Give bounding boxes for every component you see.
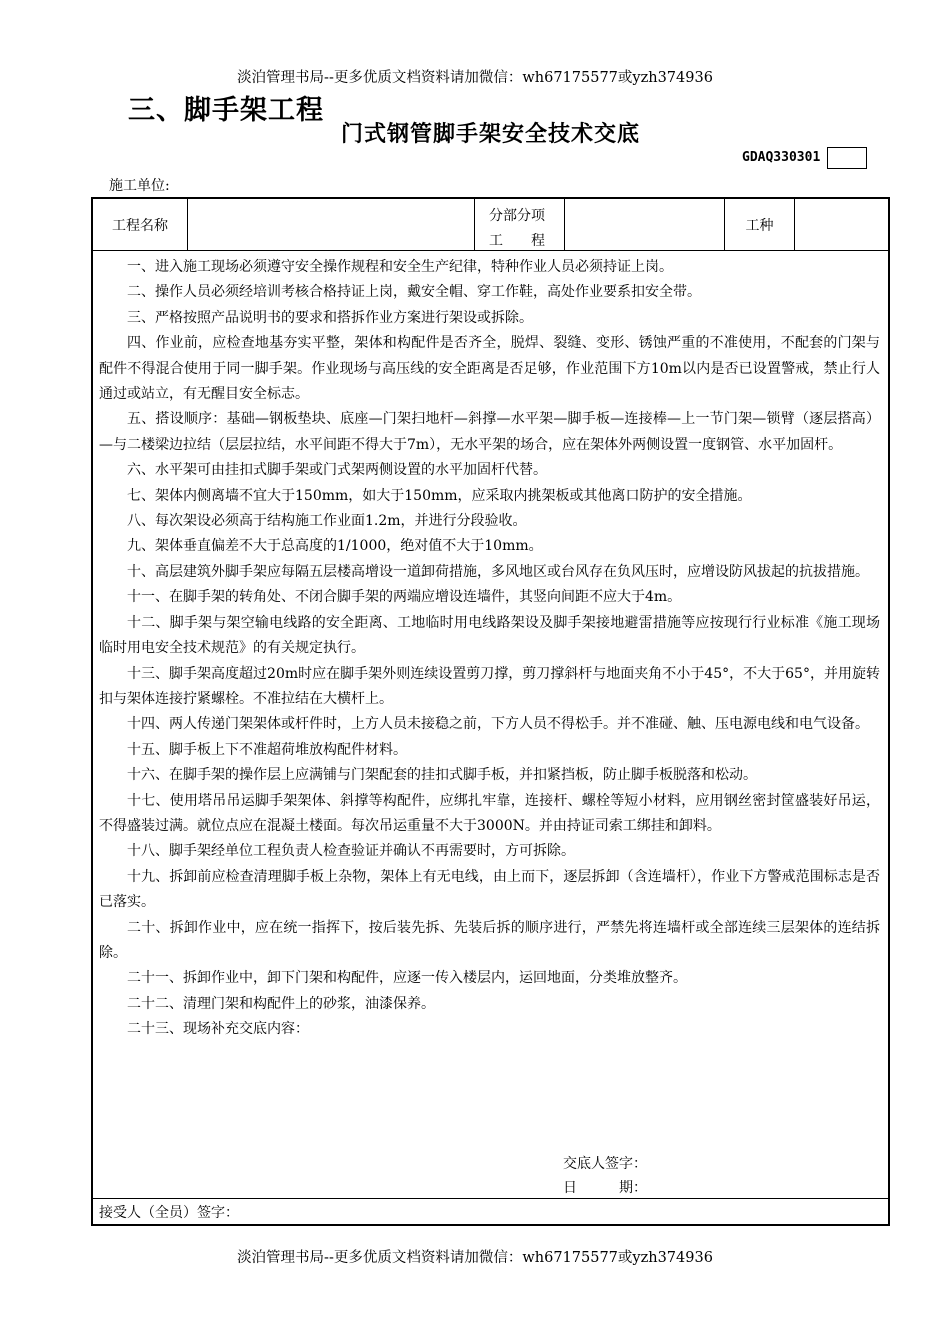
sub-project-field[interactable] xyxy=(565,199,725,250)
sub-project-label xyxy=(475,199,565,250)
clause-paragraph: 二十一、拆卸作业中，卸下门架和构配件，应逐一传入楼层内，运回地面，分类堆放整齐。 xyxy=(127,970,687,987)
clause-paragraph: 十五、脚手板上下不准超荷堆放构配件材料。 xyxy=(127,741,407,758)
clause-paragraph: 十七、使用塔吊吊运脚手架架体、斜撑等构配件，应绑扎牢靠，连接杆、螺栓等短小材料，应用钢丝密封筐盛装好吊运，不得盛装过满。就位点应在混凝土楼面。每次吊运重量不大于3000N。并由持证司索工绑挂和卸料。 xyxy=(99,792,880,834)
disclosure-form xyxy=(91,197,890,1226)
clause-paragraph: 六、水平架可由挂扣式脚手架或门式架两侧设置的水平加固杆代替。 xyxy=(127,462,547,479)
clause-paragraph: 九、架体垂直偏差不大于总高度的1/1000，绝对值不大于10mm。 xyxy=(127,538,543,555)
work-type-field[interactable] xyxy=(795,199,888,250)
clause-paragraph: 二十、拆卸作业中，应在统一指挥下，按后装先拆、先装后拆的顺序进行，严禁先将连墙杆或全部连续三层架体的连结拆除。 xyxy=(99,919,880,961)
document-title: 门式钢管脚手架安全技术交底 xyxy=(341,122,641,147)
page-footer-watermark: 淡泊管理书局--更多优质文档资料请加微信：wh67175577或yzh374936 xyxy=(237,1250,713,1266)
clause-paragraph: 七、架体内侧离墙不宜大于150mm，如大于150mm，应采取内挑架板或其他离口防护的安全措施。 xyxy=(127,487,752,504)
clause-paragraph: 十一、在脚手架的转角处、不闭合脚手架的两端应增设连墙件，其竖向间距不应大于4m。 xyxy=(127,589,682,606)
clause-paragraph: 二十三、现场补充交底内容： xyxy=(127,1021,309,1038)
clause-paragraph: 三、严格按照产品说明书的要求和搭拆作业方案进行架设或拆除。 xyxy=(127,309,533,326)
clause-paragraph: 五、搭设顺序：基础—钢板垫块、底座—门架扫地杆—斜撑—水平架—脚手板—连接棒—上一节门架—锁臂（逐层搭高）—与二楼梁边拉结（层层拉结，水平间距不得大于7m），无水平架的场合，应在架体外两侧设置一度钢管、水平加固杆。 xyxy=(99,411,880,453)
clause-paragraph: 二、操作人员必须经培训考核合格持证上岗，戴安全帽、穿工作鞋，高处作业要系扣安全带。 xyxy=(127,284,701,301)
section-title: 三、脚手架工程 xyxy=(128,95,324,126)
clause-paragraph: 八、每次架设必须高于结构施工作业面1.2m，并进行分段验收。 xyxy=(127,513,527,530)
document-code: GDAQ330301 xyxy=(742,150,821,165)
sub-project-label-line1: 分部分项 xyxy=(489,208,545,224)
work-type-label: 工种 xyxy=(725,199,795,250)
clause-paragraph: 十九、拆卸前应检查清理脚手板上杂物，架体上有无电线，由上而下，逐层拆卸（含连墙杆），作业下方警戒范围标志是否已落实。 xyxy=(99,868,880,911)
sub-project-label-line2: 工 程 xyxy=(489,233,545,249)
clause-paragraph: 十、高层建筑外脚手架应每隔五层楼高增设一道卸荷措施，多风地区或台风存在负风压时，应增设防风拔起的抗拔措施。 xyxy=(127,563,869,580)
disclosure-content xyxy=(93,251,888,1199)
clause-paragraph: 十八、脚手架经单位工程负责人检查验证并确认不再需要时，方可拆除。 xyxy=(127,843,575,860)
receiver-signature-label: 接受人（全员）签字： xyxy=(99,1205,239,1221)
clause-paragraph: 十二、脚手架与架空输电线路的安全距离、工地临时用电线路架设及脚手架接地避雷措施等应按现行行业标准《施工现场临时用电安全技术规范》的有关规定执行。 xyxy=(99,614,880,657)
clause-paragraph: 四、作业前，应检查地基夯实平整，架体和构配件是否齐全，脱焊、裂缝、变形、锈蚀严重的不准使用，不配套的门架与配件不得混合使用于同一脚手架。作业现场与高压线的安全距离是否足够，作业范围下方10m以内是否已设置警戒，禁止行人通过或站立，有无醒目安全标志。 xyxy=(99,335,880,403)
clause-paragraph: 十六、在脚手架的操作层上应满铺与门架配套的挂扣式脚手板，并扣紧挡板，防止脚手板脱落和松动。 xyxy=(127,767,757,784)
project-name-label: 工程名称 xyxy=(93,199,188,250)
clause-paragraph: 十四、两人传递门架架体或杆件时，上方人员未接稳之前，下方人员不得松手。并不准碰、触、压电源电线和电气设备。 xyxy=(127,716,869,733)
project-name-field[interactable] xyxy=(188,199,475,250)
clause-paragraph: 十三、脚手架高度超过20m时应在脚手架外则连续设置剪刀撑，剪刀撑斜杆与地面夹角不小于45°，不大于65°，并用旋转扣与架体连接拧紧螺栓。不准拉结在大横杆上。 xyxy=(99,665,880,707)
page-header-watermark: 淡泊管理书局--更多优质文档资料请加微信：wh67175577或yzh374936 xyxy=(237,70,713,86)
date-label: 日 期： xyxy=(563,1180,647,1196)
clause-paragraph: 一、进入施工现场必须遵守安全操作规程和安全生产纪律，特种作业人员必须持证上岗。 xyxy=(127,259,673,275)
discloser-signature-label: 交底人签字： xyxy=(563,1156,647,1172)
code-suffix-box[interactable] xyxy=(827,147,867,169)
form-header-row xyxy=(93,199,888,251)
clause-paragraph: 二十二、清理门架和构配件上的砂浆，油漆保养。 xyxy=(127,995,435,1012)
construction-unit-label: 施工单位: xyxy=(109,178,170,194)
